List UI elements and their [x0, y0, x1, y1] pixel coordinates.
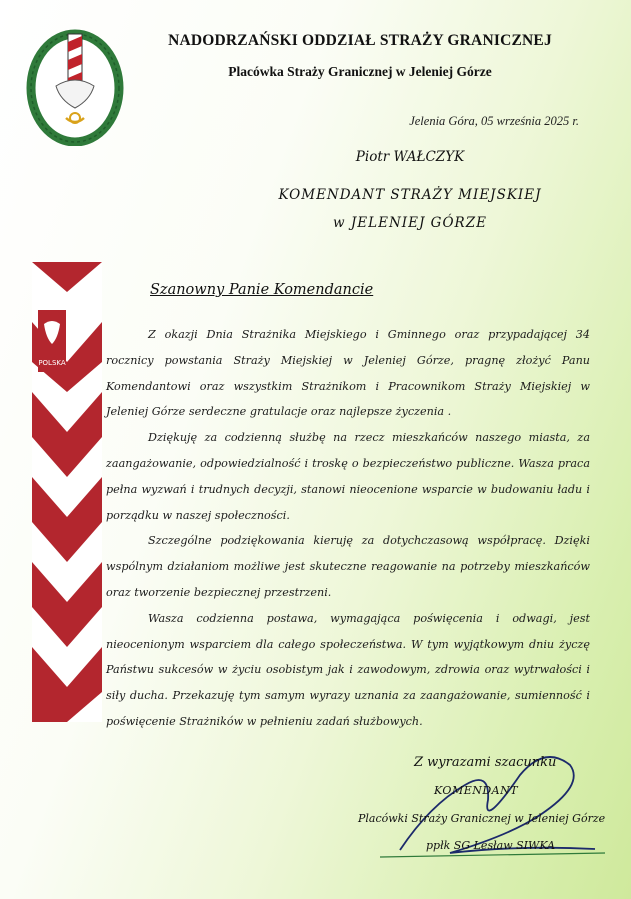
post-label: POLSKA [38, 359, 66, 367]
recipient-location: w JELENIEJ GÓRZE [333, 215, 487, 231]
border-post-graphic [32, 262, 102, 722]
closing-unit: Placówki Straży Granicznej w Jeleniej Górze [358, 812, 606, 825]
paragraph-3: Szczególne podziękowania kieruję za dotychczasową współpracę. Dzięki wspólnym działaniom możliwe jest skuteczne reagowanie na potrzeby mieszkańców oraz tworzenie bezpiecznej przestrzeni. [106, 534, 590, 599]
closing-regards: Z wyrazami szacunku [414, 755, 557, 770]
border-guard-emblem-icon [26, 28, 124, 146]
paragraph-2: Dziękuję za codzienną służbę na rzecz mieszkańców naszego miasta, za zaangażowanie, odpowiedzialność i troskę o bezpieczeństwo publiczne. Wasza praca pełna wyzwań i trudnych decyzji, stanowi nieocenione wsparcie w budowaniu ładu i porządku w naszej społeczności. [106, 431, 590, 522]
letter-body [106, 322, 590, 735]
unit-subtitle: Placówka Straży Granicznej w Jeleniej Górze [228, 64, 492, 79]
closing-role: KOMENDANT [434, 784, 519, 797]
salutation: Szanowny Panie Komendancie [150, 282, 374, 298]
date-line: Jelenia Góra, 05 września 2025 r. [409, 114, 579, 128]
closing-signatory: ppłk SG Lesław SIWKA [426, 839, 556, 852]
paragraph-4: Wasza codzienna postawa, wymagająca poświęcenia i odwagi, jest nieocenionym wsparciem dla całego społeczeństwa. W tym wyjątkowym dniu życzę Państwu sukcesów w życiu osobistym jak i zawodowym, zdrowia oraz wytrwałości i siły ducha. Przekazuję tym samym wyrazy uznania za zaangażowanie, sumienność i poświęcenie Strażników w pełnieniu zadań służbowych. [106, 611, 590, 728]
organization-title: NADODRZAŃSKI ODDZIAŁ STRAŻY GRANICZNEJ [168, 32, 552, 49]
recipient-name: Piotr WAŁCZYK [355, 149, 465, 165]
recipient-title: KOMENDANT STRAŻY MIEJSKIEJ [278, 187, 542, 203]
paragraph-1: Z okazji Dnia Strażnika Miejskiego i Gminnego oraz przypadającej 34 rocznicy powstania Straży Miejskiej w Jeleniej Górze, pragnę złożyć Panu Komendantowi oraz wszystkim Strażnikom i Pracownikom Straży Miejskiej w Jeleniej Górze serdeczne gratulacje oraz najlepsze życzenia . [106, 328, 590, 419]
